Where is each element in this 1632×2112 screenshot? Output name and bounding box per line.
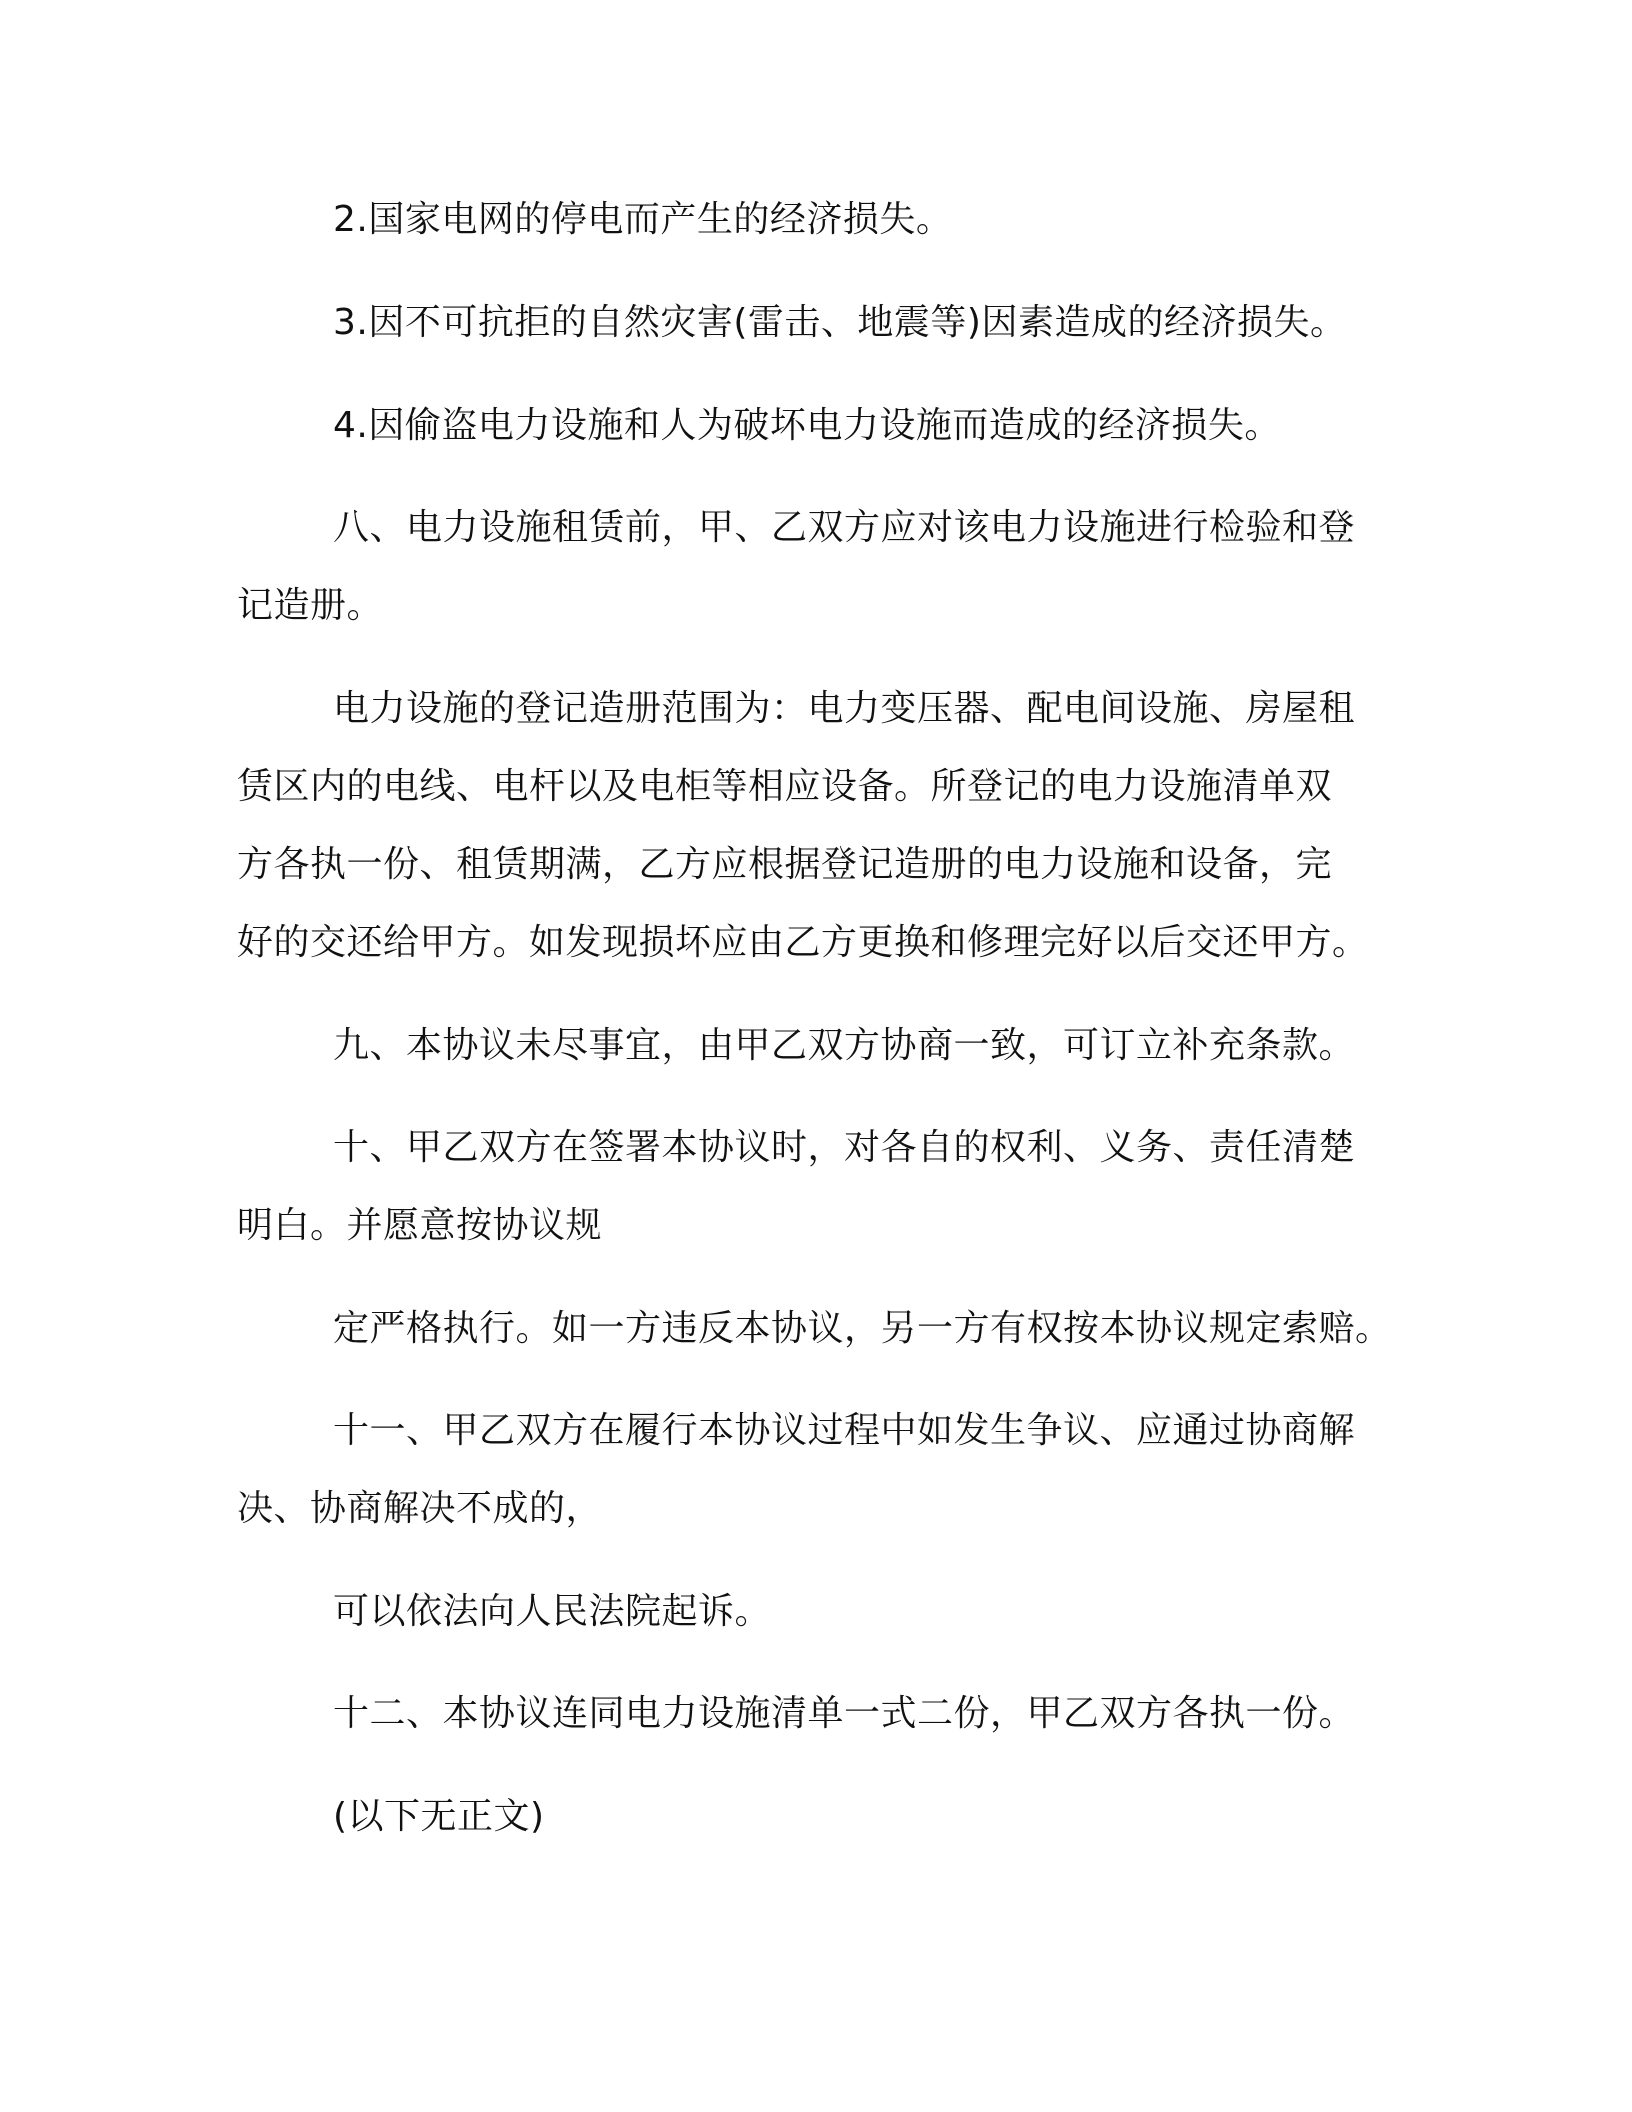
clause-7-item-2: 2.国家电网的停电而产生的经济损失。 — [333, 199, 953, 240]
clause-8-line-2: 记造册。 — [237, 585, 384, 626]
clause-8-line-1: 八、电力设施租赁前，甲、乙双方应对该电力设施进行检验和登 — [333, 507, 1356, 548]
clause-10-line-1: 十、甲乙双方在签署本协议时，对各自的权利、义务、责任清楚 — [333, 1127, 1356, 1168]
clause-7-item-4: 4.因偷盗电力设施和人为破坏电力设施而造成的经济损失。 — [333, 405, 1281, 446]
clause-9: 九、本协议未尽事宜，由甲乙双方协商一致，可订立补充条款。 — [333, 1025, 1356, 1066]
clause-7-item-3: 3.因不可抗拒的自然灾害(雷击、地震等)因素造成的经济损失。 — [333, 302, 1347, 343]
registration-line-4: 好的交还给甲方。如发现损坏应由乙方更换和修理完好以后交还甲方。 — [237, 922, 1369, 963]
clause-11-line-3: 可以依法向人民法院起诉。 — [333, 1591, 772, 1632]
clause-10-line-2: 明白。并愿意按协议规 — [237, 1205, 603, 1246]
registration-line-3: 方各执一份、租赁期满，乙方应根据登记造册的电力设施和设备，完 — [237, 844, 1333, 885]
clause-11-line-1: 十一、甲乙双方在履行本协议过程中如发生争议、应通过协商解 — [333, 1410, 1356, 1451]
clause-10-line-3: 定严格执行。如一方违反本协议，另一方有权按本协议规定索赔。 — [333, 1308, 1392, 1349]
no-further-text-note: (以下无正文) — [333, 1796, 545, 1837]
registration-line-2: 赁区内的电线、电杆以及电柜等相应设备。所登记的电力设施清单双 — [237, 766, 1333, 807]
registration-line-1: 电力设施的登记造册范围为：电力变压器、配电间设施、房屋租 — [333, 688, 1356, 729]
clause-11-line-2: 决、协商解决不成的， — [237, 1488, 603, 1529]
clause-12: 十二、本协议连同电力设施清单一式二份，甲乙双方各执一份。 — [333, 1693, 1356, 1734]
